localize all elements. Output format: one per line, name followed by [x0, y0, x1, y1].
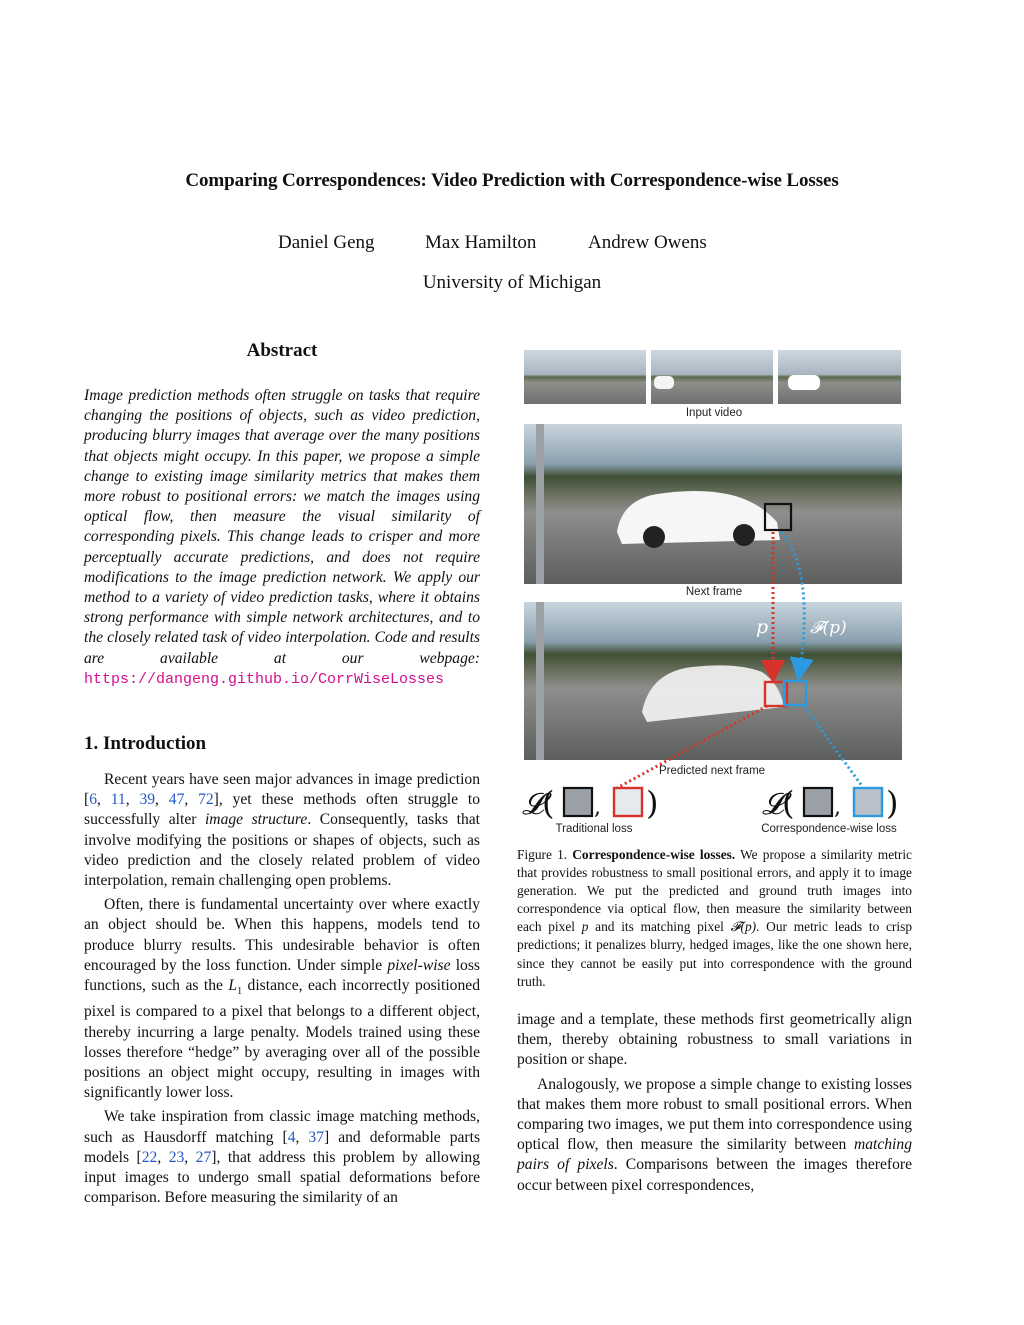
author-1: Daniel Geng [278, 232, 375, 253]
corr-loss-pred-patch [854, 788, 882, 816]
citation[interactable]: 22 [141, 1148, 158, 1166]
citation[interactable]: 47 [168, 791, 185, 809]
car-wheel [733, 524, 755, 546]
car-wheel [643, 526, 665, 548]
intro-paragraph-3-cont: image and a template, these methods first geometrically align them, thereby obtaining robustness to small variations in position or shape. [517, 1011, 912, 1069]
author-3: Andrew Owens [588, 232, 707, 253]
label-traditional-loss: Traditional loss [555, 823, 633, 835]
traditional-loss-paren-close: ) [646, 784, 659, 822]
intro-paragraph-1: Recent years have seen major advances in image prediction [6, 11, 39, 47, 72], yet these methods often struggle to successfully alter image structure. Consequently, tasks that involve modifying the positions or shapes of objects, such as video prediction and the closely related problem of video interpolation, remain challenging open problems. [84, 771, 481, 890]
corr-loss-symbol: 𝓛 [762, 787, 784, 822]
label-next-frame: Next frame [685, 586, 743, 598]
figure-1 [522, 348, 906, 848]
citation[interactable]: 39 [139, 791, 156, 809]
traditional-loss-gt-patch [564, 788, 592, 816]
citation[interactable]: 37 [308, 1128, 325, 1146]
corr-loss-paren-close: ) [886, 784, 899, 822]
caption-prefix: Figure 1. [517, 847, 568, 862]
author-2: Max Hamilton [425, 232, 537, 253]
figure-frames [522, 422, 906, 822]
intro-paragraph-2: Often, there is fundamental uncertainty over where exactly an object should be. When this happens, models tend to produce blurry results. This undesirable behavior is often encouraged by the loss function. Under simple pixel-wise loss functions, such as the $L_1$ distance, each incorrectly positioned pixel is compared to a pixel that belongs to a different object, thereby incurring a large penalty. Models trained using these losses therefore “hedge” by averaging over all of the possible positions an object might occupy, resulting in images with significantly lower loss. [84, 896, 480, 1102]
intro-paragraph-4: Analogously, we propose a simple change to existing losses that makes them more robust to small positional errors. When comparing two images, we put them into correspondence using optical flow, then measure the similarity between matching pairs of pixels. Comparisons between the images therefore occur between pixel correspondences, [517, 1075, 912, 1194]
traditional-loss-paren-open: ( [542, 784, 555, 822]
citation[interactable]: 23 [168, 1148, 185, 1166]
p-label: p [756, 616, 769, 638]
label-correspondence-loss: Correspondence-wise loss [761, 823, 897, 835]
figure-caption: Figure 1. Correspondence-wise losses. We propose a similarity metric that provides robustness to small positional errors, and apply it to image generation. We put the predicted and ground truth images into correspondence via optical flow, then measure the similarity between each pixel p and its matching pixel 𝓕(p). Our metric leads to crisp predictions; it penalizes blurry, hedged images, like the one shown here, since they cannot be easily put into correspondence with the ground truth. [517, 847, 913, 989]
caption-title: Correspondence-wise losses. [572, 847, 736, 862]
label-predicted-next-frame: Predicted next frame [658, 765, 766, 777]
abstract-text: Image prediction methods often struggle on tasks that require changing the positions of objects, such as video prediction, producing blurry images that average over the many positions that objects might occupy. In this paper, we propose a simple change to existing image similarity metrics that makes them more robust to positional errors: we match the images using optical flow, then measure the visual similarity of corresponding pixels. This change leads to crisper and more perceptually accurate predictions, and does not require modifications to the image prediction network. We apply our method to a variety of video prediction tasks, where it obtains strong performance with simple network architectures, and to the closely related task of video interpolation. Code and results are available at our webpage: [84, 387, 480, 667]
fp-label: 𝓕(p) [810, 618, 847, 638]
section-heading-intro: 1. Introduction [84, 733, 207, 754]
input-video-frames [522, 348, 906, 406]
traditional-loss-symbol: 𝓛 [522, 787, 544, 822]
pole [536, 602, 544, 760]
traditional-loss-comma: , [594, 795, 601, 820]
citation[interactable]: 27 [195, 1148, 212, 1166]
pole [536, 424, 544, 584]
intro-paragraph-3: We take inspiration from classic image matching methods, such as Hausdorff matching [4, 37] and deformable parts models [22, 23, 27], that address this problem by allowing input images to undergo small spatial deformations before comparison. Before measuring the similarity of an [84, 1108, 481, 1207]
abstract-url[interactable]: https://dangeng.github.io/CorrWiseLosses [84, 670, 445, 688]
corr-loss-gt-patch [804, 788, 832, 816]
intro-right-column [517, 1010, 912, 1200]
paper-title: Comparing Correspondences: Video Prediction with Correspondence-wise Losses [185, 170, 839, 191]
label-input-video: Input video [685, 407, 743, 419]
abstract-heading: Abstract [246, 340, 318, 361]
car-in-frame-2 [654, 376, 674, 389]
citation[interactable]: 72 [198, 791, 214, 809]
citation[interactable]: 4 [287, 1128, 296, 1146]
car-in-frame-3 [788, 375, 820, 390]
abstract-body [84, 386, 480, 690]
corr-loss-paren-open: ( [782, 784, 795, 822]
affiliation: University of Michigan [422, 272, 602, 293]
citation[interactable]: 11 [110, 791, 126, 809]
corr-loss-comma: , [834, 795, 841, 820]
traditional-loss-pred-patch [614, 788, 642, 816]
author-list [0, 232, 1024, 258]
input-frame-1 [524, 350, 646, 404]
intro-left-column [84, 770, 480, 1212]
citation[interactable]: 6 [89, 791, 97, 809]
